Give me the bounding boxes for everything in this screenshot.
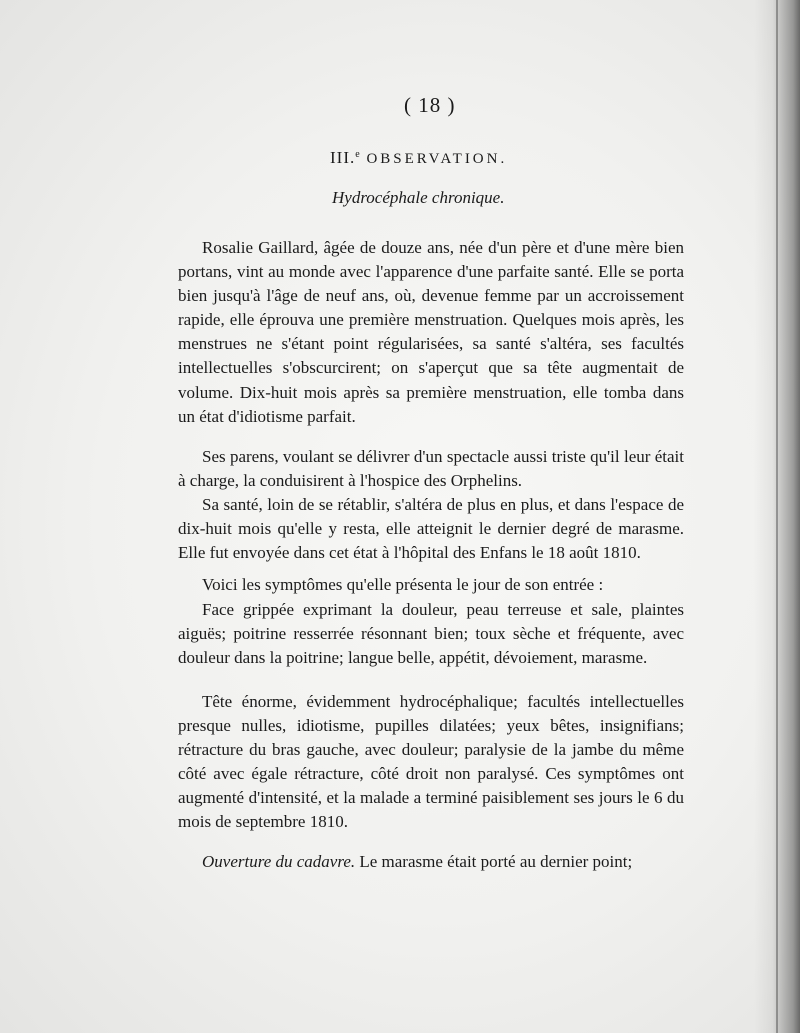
heading-superscript: e [355, 149, 360, 160]
heading-word: OBSERVATION. [366, 151, 508, 167]
paragraph-2: Ses parens, voulant se délivrer d'un spectacle aussi triste qu'il leur était à charge, la conduisirent à l'hospice des Orphelins. [178, 447, 684, 491]
heading-number: III. [330, 148, 356, 167]
section-subtitle: Hydrocéphale chronique. [332, 188, 505, 207]
paragraph-3: Sa santé, loin de se rétablir, s'altéra de plus en plus, et dans l'espace de dix-huit mois qu'elle y resta, elle atteignit le dernier degré de marasme. Elle fut envoyée dans cet état à l'hôpital des Enfans le 18 août 1810. [178, 495, 684, 563]
paragraph-7 [178, 850, 684, 874]
page-number: ( 18 ) [404, 93, 456, 117]
paragraph-1: Rosalie Gaillard, âgée de douze ans, née d'un père et d'une mère bien portans, vint au monde avec l'apparence d'une parfaite santé. Elle se porta bien jusqu'à l'âge de neuf ans, où, devenue femme par un accroissement rapide, elle éprouva une première menstruation. Quelques mois après, les menstrues ne s'étant point régularisées, sa santé s'altéra, ses facultés intellectuelles s'obscurcirent; on s'aperçut que sa tête augmentait de volume. Dix-huit mois après sa première menstruation, elle tomba dans un état d'idiotisme parfait. [178, 238, 684, 426]
autopsy-label: Ouverture du cadavre. [202, 852, 356, 871]
paragraph-4: Voici les symptômes qu'elle présenta le jour de son entrée : [202, 575, 604, 594]
autopsy-text: Le marasme était porté au dernier point; [355, 852, 633, 871]
paragraph-5: Face grippée exprimant la douleur, peau terreuse et sale, plaintes aiguës; poitrine resserrée résonnant bien; toux sèche et fréquente, avec douleur dans la poitrine; langue belle, appétit, dévoiement, marasme. [178, 600, 684, 668]
page-edge-line [776, 0, 778, 1033]
section-heading [330, 148, 630, 168]
paragraph-6: Tête énorme, évidemment hydrocéphalique; facultés intellectuelles presque nulles, idiotisme, pupilles dilatées; yeux bêtes, insignifians; rétracture du bras gauche, avec douleur; paralysie de la jambe du même côté avec égale rétracture, côté droit non paralysé. Ces symptômes ont augmenté d'intensité, et la malade a terminé paisiblement ses jours le 6 du mois de septembre 1810. [178, 692, 684, 832]
